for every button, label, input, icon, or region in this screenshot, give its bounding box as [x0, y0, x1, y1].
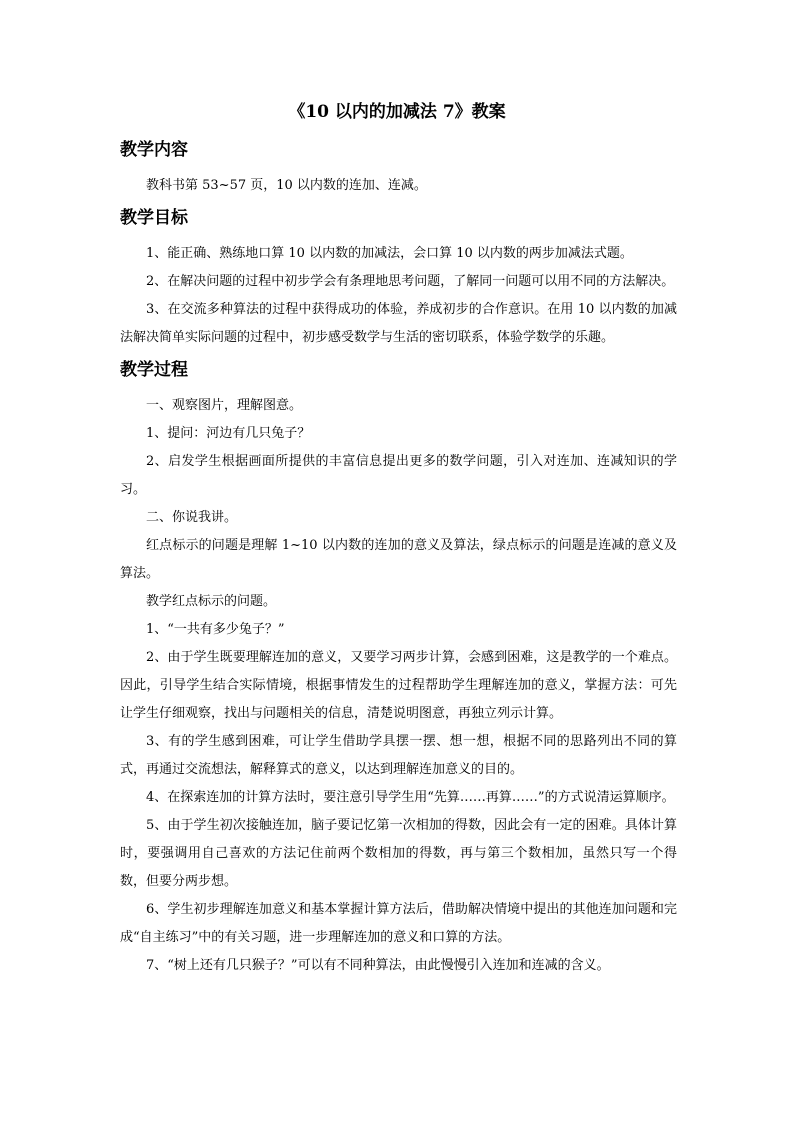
- section-teaching-content: [120, 138, 677, 200]
- paragraph: 4、在探索连加的计算方法时，要注意引导学生用“先算……再算……”的方式说清运算顺序。: [146, 790, 675, 805]
- paragraph: 1、“一共有多少兔子？”: [146, 622, 285, 637]
- paragraph: 2、由于学生既要理解连加的意义，又要学习两步计算，会感到困难，这是教学的一个难点。因此，引导学生结合实际情境，根据事情发生的过程帮助学生理解连加的意义，掌握方法：可先让学生仔细观察，找出与问题相关的信息，清楚说明图意，再独立列示计算。: [120, 650, 677, 721]
- paragraph: 7、“树上还有几只猴子？”可以有不同种算法，由此慢慢引入连加和连减的含义。: [146, 958, 610, 973]
- paragraph: 1、提问：河边有几只兔子？: [146, 426, 311, 441]
- paragraph: 3、在交流多种算法的过程中获得成功的体验，养成初步的合作意识。在用 10 以内数的加减法解决简单实际问题的过程中，初步感受数学与生活的密切联系，体验学数学的乐趣。: [120, 302, 677, 345]
- paragraph: 二、你说我讲。: [146, 510, 238, 525]
- paragraph: 一、观察图片，理解图意。: [146, 398, 303, 413]
- section-heading: 教学目标: [120, 208, 188, 228]
- paragraph: 2、启发学生根据画面所提供的丰富信息提出更多的数学问题，引入对连加、连减知识的学习。: [120, 454, 677, 497]
- paragraph: 1、能正确、熟练地口算 10 以内数的加减法，会口算 10 以内数的两步加减法式题。: [146, 246, 633, 261]
- paragraph: 6、学生初步理解连加意义和基本掌握计算方法后，借助解决情境中提出的其他连加问题和完成“自主练习”中的有关习题，进一步理解连加的意义和口算的方法。: [120, 902, 677, 945]
- section-heading: 教学内容: [120, 140, 188, 160]
- paragraph: 5、由于学生初次接触连加，脑子要记忆第一次相加的得数，因此会有一定的困难。具体计算时，要强调用自己喜欢的方法记住前两个数相加的得数，再与第三个数相加，虽然只写一个得数，但要分两步想。: [120, 818, 677, 889]
- section-teaching-process: [120, 358, 677, 980]
- paragraph: 2、在解决问题的过程中初步学会有条理地思考问题，了解同一问题可以用不同的方法解决。: [146, 274, 675, 289]
- paragraph: 教科书第 53~57 页，10 以内数的连加、连减。: [146, 178, 427, 193]
- section-heading: 教学过程: [120, 360, 188, 380]
- section-teaching-objectives: [120, 206, 677, 352]
- paragraph: 红点标示的问题是理解 1~10 以内数的连加的意义及算法，绿点标示的问题是连减的意义及算法。: [120, 538, 677, 581]
- document-title: 《10 以内的加减法 7》教案: [288, 102, 506, 122]
- document-body: [120, 138, 677, 986]
- paragraph: 3、有的学生感到困难，可让学生借助学具摆一摆、想一想，根据不同的思路列出不同的算式，再通过交流想法，解释算式的意义，以达到理解连加意义的目的。: [120, 734, 677, 777]
- paragraph: 教学红点标示的问题。: [146, 594, 277, 609]
